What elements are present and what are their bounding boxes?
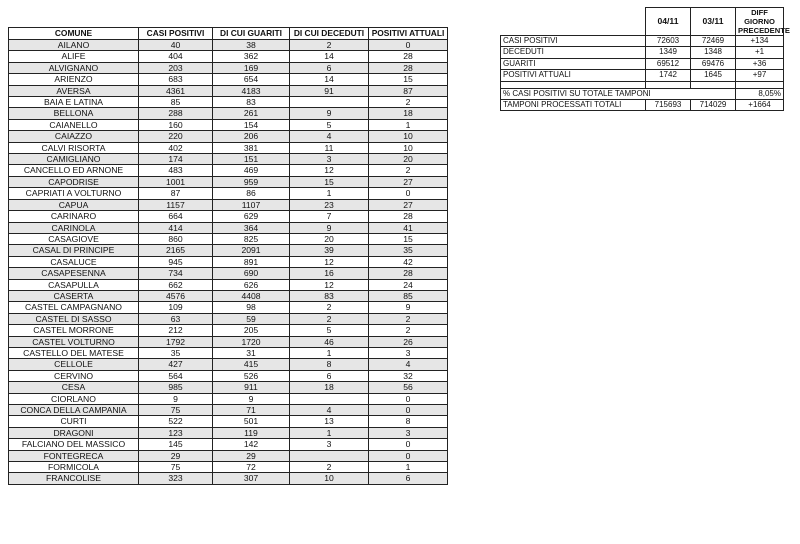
header-di-cui-guariti: DI CUI GUARITI bbox=[213, 28, 290, 40]
table-row bbox=[9, 222, 448, 233]
cell-deceduti: 16 bbox=[290, 268, 369, 279]
cell-deceduti: 3 bbox=[290, 154, 369, 165]
cell-positivi-attuali: 35 bbox=[369, 245, 448, 256]
table-row bbox=[9, 245, 448, 256]
cell-comune: FALCIANO DEL MASSICO bbox=[9, 439, 139, 450]
cell-comune: CARINARO bbox=[9, 211, 139, 222]
cell-casi-positivi: 404 bbox=[139, 51, 213, 62]
table-row bbox=[9, 119, 448, 130]
cell-positivi-attuali: 8 bbox=[369, 416, 448, 427]
cell-positivi-attuali: 18 bbox=[369, 108, 448, 119]
cell-comune: CELLOLE bbox=[9, 359, 139, 370]
table-row bbox=[9, 302, 448, 313]
cell-guariti: 415 bbox=[213, 359, 290, 370]
cell-deceduti: 9 bbox=[290, 108, 369, 119]
summary-header-row bbox=[501, 8, 784, 36]
cell-guariti: 629 bbox=[213, 211, 290, 222]
cell-comune: CONCA DELLA CAMPANIA bbox=[9, 405, 139, 416]
cell-comune: CASAGIOVE bbox=[9, 233, 139, 244]
cell-deceduti: 46 bbox=[290, 336, 369, 347]
summary-spacer-cell bbox=[646, 81, 691, 88]
cell-guariti: 38 bbox=[213, 40, 290, 51]
table-row bbox=[9, 382, 448, 393]
cell-casi-positivi: 63 bbox=[139, 313, 213, 324]
cell-comune: CASALUCE bbox=[9, 256, 139, 267]
cell-guariti: 2091 bbox=[213, 245, 290, 256]
cell-comune: CANCELLO ED ARNONE bbox=[9, 165, 139, 176]
cell-guariti: 364 bbox=[213, 222, 290, 233]
table-row bbox=[9, 268, 448, 279]
cell-comune: CASAPESENNA bbox=[9, 268, 139, 279]
cell-casi-positivi: 564 bbox=[139, 370, 213, 381]
cell-deceduti: 12 bbox=[290, 165, 369, 176]
cell-positivi-attuali: 87 bbox=[369, 85, 448, 96]
cell-comune: AVERSA bbox=[9, 85, 139, 96]
summary-row-positivi-attuali bbox=[501, 70, 784, 81]
cell-guariti: 4183 bbox=[213, 85, 290, 96]
cell-deceduti: 5 bbox=[290, 119, 369, 130]
cell-guariti: 501 bbox=[213, 416, 290, 427]
table-row bbox=[9, 370, 448, 381]
cell-positivi-attuali: 0 bbox=[369, 405, 448, 416]
cell-comune: CESA bbox=[9, 382, 139, 393]
summary-value-previous: 1645 bbox=[691, 70, 736, 81]
cell-deceduti: 8 bbox=[290, 359, 369, 370]
summary-spacer-cell bbox=[691, 81, 736, 88]
cell-deceduti: 1 bbox=[290, 188, 369, 199]
cell-casi-positivi: 985 bbox=[139, 382, 213, 393]
table-row bbox=[9, 40, 448, 51]
cell-deceduti: 3 bbox=[290, 439, 369, 450]
cell-casi-positivi: 75 bbox=[139, 405, 213, 416]
cell-casi-positivi: 4361 bbox=[139, 85, 213, 96]
cell-deceduti: 11 bbox=[290, 142, 369, 153]
cell-deceduti: 2 bbox=[290, 313, 369, 324]
summary-tamponi-label: TAMPONI PROCESSATI TOTALI bbox=[501, 100, 646, 111]
cell-guariti: 119 bbox=[213, 427, 290, 438]
summary-value-diff: +97 bbox=[736, 70, 784, 81]
table-row bbox=[9, 256, 448, 267]
cell-comune: ALVIGNANO bbox=[9, 62, 139, 73]
cell-guariti: 959 bbox=[213, 176, 290, 187]
cell-deceduti: 15 bbox=[290, 176, 369, 187]
table-row bbox=[9, 279, 448, 290]
cell-casi-positivi: 522 bbox=[139, 416, 213, 427]
cell-deceduti: 39 bbox=[290, 245, 369, 256]
table-header-row bbox=[9, 28, 448, 40]
summary-value-diff: +36 bbox=[736, 58, 784, 69]
cell-casi-positivi: 427 bbox=[139, 359, 213, 370]
cell-guariti: 29 bbox=[213, 450, 290, 461]
cell-deceduti: 83 bbox=[290, 290, 369, 301]
cell-comune: CAIANELLO bbox=[9, 119, 139, 130]
cell-positivi-attuali: 2 bbox=[369, 165, 448, 176]
cell-casi-positivi: 212 bbox=[139, 325, 213, 336]
table-row bbox=[9, 233, 448, 244]
cell-comune: CIORLANO bbox=[9, 393, 139, 404]
cell-guariti: 72 bbox=[213, 462, 290, 473]
table-row bbox=[9, 85, 448, 96]
table-row bbox=[9, 62, 448, 73]
cell-comune: ARIENZO bbox=[9, 74, 139, 85]
summary-value-diff: +134 bbox=[736, 36, 784, 47]
table-row bbox=[9, 393, 448, 404]
summary-spacer-row bbox=[501, 81, 784, 88]
header-casi-positivi: CASI POSITIVI bbox=[139, 28, 213, 40]
summary-row-deceduti bbox=[501, 47, 784, 58]
table-row bbox=[9, 462, 448, 473]
table-row bbox=[9, 450, 448, 461]
summary-value-diff: +1 bbox=[736, 47, 784, 58]
cell-deceduti: 4 bbox=[290, 405, 369, 416]
cell-comune: BELLONA bbox=[9, 108, 139, 119]
cell-casi-positivi: 145 bbox=[139, 439, 213, 450]
cell-positivi-attuali: 9 bbox=[369, 302, 448, 313]
cell-guariti: 690 bbox=[213, 268, 290, 279]
cell-guariti: 626 bbox=[213, 279, 290, 290]
table-row bbox=[9, 154, 448, 165]
table-row bbox=[9, 51, 448, 62]
cell-deceduti: 6 bbox=[290, 62, 369, 73]
cell-comune: FONTEGRECA bbox=[9, 450, 139, 461]
summary-value-previous: 1348 bbox=[691, 47, 736, 58]
header-di-cui-deceduti: DI CUI DECEDUTI bbox=[290, 28, 369, 40]
cell-deceduti: 7 bbox=[290, 211, 369, 222]
cell-positivi-attuali: 26 bbox=[369, 336, 448, 347]
cell-positivi-attuali: 3 bbox=[369, 427, 448, 438]
cell-deceduti: 20 bbox=[290, 233, 369, 244]
cell-deceduti: 91 bbox=[290, 85, 369, 96]
cell-deceduti: 4 bbox=[290, 131, 369, 142]
cell-comune: CERVINO bbox=[9, 370, 139, 381]
cell-guariti: 307 bbox=[213, 473, 290, 484]
table-row bbox=[9, 165, 448, 176]
table-row bbox=[9, 473, 448, 484]
cell-comune: CAPRIATI A VOLTURNO bbox=[9, 188, 139, 199]
cell-deceduti: 14 bbox=[290, 51, 369, 62]
cell-comune: CASAPULLA bbox=[9, 279, 139, 290]
cell-comune: AILANO bbox=[9, 40, 139, 51]
cell-positivi-attuali: 56 bbox=[369, 382, 448, 393]
summary-header-blank bbox=[501, 8, 646, 36]
cell-positivi-attuali: 0 bbox=[369, 450, 448, 461]
summary-value-current: 69512 bbox=[646, 58, 691, 69]
cell-guariti: 31 bbox=[213, 347, 290, 358]
cell-casi-positivi: 35 bbox=[139, 347, 213, 358]
table-body bbox=[9, 40, 448, 485]
cell-comune: CALVI RISORTA bbox=[9, 142, 139, 153]
cell-guariti: 98 bbox=[213, 302, 290, 313]
cell-deceduti: 2 bbox=[290, 40, 369, 51]
cell-comune: CASERTA bbox=[9, 290, 139, 301]
summary-row-percentuale bbox=[501, 88, 784, 99]
cell-casi-positivi: 75 bbox=[139, 462, 213, 473]
table-row bbox=[9, 142, 448, 153]
cell-comune: DRAGONI bbox=[9, 427, 139, 438]
table-row bbox=[9, 439, 448, 450]
cell-casi-positivi: 29 bbox=[139, 450, 213, 461]
cell-deceduti: 6 bbox=[290, 370, 369, 381]
cell-casi-positivi: 860 bbox=[139, 233, 213, 244]
cell-positivi-attuali: 28 bbox=[369, 268, 448, 279]
municipalities-table bbox=[8, 27, 448, 485]
summary-tamponi-current: 715693 bbox=[646, 100, 691, 111]
cell-positivi-attuali: 2 bbox=[369, 97, 448, 108]
cell-deceduti: 14 bbox=[290, 74, 369, 85]
cell-comune: FORMICOLA bbox=[9, 462, 139, 473]
cell-comune: CASTEL DI SASSO bbox=[9, 313, 139, 324]
cell-positivi-attuali: 1 bbox=[369, 119, 448, 130]
cell-positivi-attuali: 85 bbox=[369, 290, 448, 301]
cell-positivi-attuali: 0 bbox=[369, 439, 448, 450]
cell-guariti: 86 bbox=[213, 188, 290, 199]
table-row bbox=[9, 74, 448, 85]
cell-comune: FRANCOLISE bbox=[9, 473, 139, 484]
cell-guariti: 825 bbox=[213, 233, 290, 244]
cell-guariti: 362 bbox=[213, 51, 290, 62]
cell-casi-positivi: 945 bbox=[139, 256, 213, 267]
cell-deceduti: 10 bbox=[290, 473, 369, 484]
cell-guariti: 71 bbox=[213, 405, 290, 416]
cell-casi-positivi: 160 bbox=[139, 119, 213, 130]
cell-comune: CASTELLO DEL MATESE bbox=[9, 347, 139, 358]
cell-positivi-attuali: 27 bbox=[369, 176, 448, 187]
cell-deceduti: 2 bbox=[290, 302, 369, 313]
cell-comune: CAIAZZO bbox=[9, 131, 139, 142]
cell-casi-positivi: 1157 bbox=[139, 199, 213, 210]
cell-positivi-attuali: 2 bbox=[369, 313, 448, 324]
summary-label: DECEDUTI bbox=[501, 47, 646, 58]
cell-guariti: 381 bbox=[213, 142, 290, 153]
cell-casi-positivi: 414 bbox=[139, 222, 213, 233]
cell-positivi-attuali: 4 bbox=[369, 359, 448, 370]
summary-header-diff: DIFF GIORNO PRECEDENTE bbox=[736, 8, 784, 36]
cell-casi-positivi: 683 bbox=[139, 74, 213, 85]
cell-deceduti: 13 bbox=[290, 416, 369, 427]
cell-guariti: 151 bbox=[213, 154, 290, 165]
summary-value-current: 72603 bbox=[646, 36, 691, 47]
cell-casi-positivi: 85 bbox=[139, 97, 213, 108]
cell-guariti: 206 bbox=[213, 131, 290, 142]
cell-casi-positivi: 40 bbox=[139, 40, 213, 51]
header-comune: COMUNE bbox=[9, 28, 139, 40]
cell-positivi-attuali: 15 bbox=[369, 233, 448, 244]
cell-guariti: 911 bbox=[213, 382, 290, 393]
cell-positivi-attuali: 3 bbox=[369, 347, 448, 358]
cell-positivi-attuali: 6 bbox=[369, 473, 448, 484]
cell-positivi-attuali: 20 bbox=[369, 154, 448, 165]
summary-value-current: 1742 bbox=[646, 70, 691, 81]
cell-comune: CAPUA bbox=[9, 199, 139, 210]
cell-guariti: 654 bbox=[213, 74, 290, 85]
cell-positivi-attuali: 24 bbox=[369, 279, 448, 290]
cell-guariti: 526 bbox=[213, 370, 290, 381]
summary-header-date-current: 04/11 bbox=[646, 8, 691, 36]
table-row bbox=[9, 176, 448, 187]
cell-comune: CASTEL MORRONE bbox=[9, 325, 139, 336]
cell-positivi-attuali: 10 bbox=[369, 142, 448, 153]
cell-comune: BAIA E LATINA bbox=[9, 97, 139, 108]
cell-guariti: 469 bbox=[213, 165, 290, 176]
summary-row-casi-positivi bbox=[501, 36, 784, 47]
summary-row-guariti bbox=[501, 58, 784, 69]
summary-tamponi-previous: 714029 bbox=[691, 100, 736, 111]
summary-label: CASI POSITIVI bbox=[501, 36, 646, 47]
cell-casi-positivi: 203 bbox=[139, 62, 213, 73]
table-row bbox=[9, 97, 448, 108]
cell-guariti: 142 bbox=[213, 439, 290, 450]
cell-positivi-attuali: 0 bbox=[369, 393, 448, 404]
summary-pct-label: % CASI POSITIVI SU TOTALE TAMPONI bbox=[501, 88, 736, 99]
cell-positivi-attuali: 28 bbox=[369, 211, 448, 222]
table-row bbox=[9, 347, 448, 358]
cell-comune: CARINOLA bbox=[9, 222, 139, 233]
cell-comune: CAPODRISE bbox=[9, 176, 139, 187]
cell-casi-positivi: 664 bbox=[139, 211, 213, 222]
table-row bbox=[9, 405, 448, 416]
cell-positivi-attuali: 1 bbox=[369, 462, 448, 473]
cell-positivi-attuali: 42 bbox=[369, 256, 448, 267]
cell-casi-positivi: 483 bbox=[139, 165, 213, 176]
cell-comune: CASTEL CAMPAGNANO bbox=[9, 302, 139, 313]
cell-guariti: 261 bbox=[213, 108, 290, 119]
table-row bbox=[9, 427, 448, 438]
cell-comune: CASTEL VOLTURNO bbox=[9, 336, 139, 347]
cell-comune: CASAL DI PRINCIPE bbox=[9, 245, 139, 256]
table-row bbox=[9, 199, 448, 210]
table-row bbox=[9, 336, 448, 347]
cell-guariti: 1107 bbox=[213, 199, 290, 210]
cell-positivi-attuali: 41 bbox=[369, 222, 448, 233]
cell-comune: CAMIGLIANO bbox=[9, 154, 139, 165]
cell-casi-positivi: 734 bbox=[139, 268, 213, 279]
cell-deceduti: 1 bbox=[290, 347, 369, 358]
summary-pct-value: 8,05% bbox=[736, 88, 784, 99]
cell-guariti: 83 bbox=[213, 97, 290, 108]
summary-spacer-cell bbox=[501, 81, 646, 88]
cell-guariti: 1720 bbox=[213, 336, 290, 347]
cell-casi-positivi: 9 bbox=[139, 393, 213, 404]
table-row bbox=[9, 211, 448, 222]
summary-row-tamponi bbox=[501, 100, 784, 111]
summary-header-date-previous: 03/11 bbox=[691, 8, 736, 36]
cell-positivi-attuali: 28 bbox=[369, 51, 448, 62]
summary-value-previous: 69476 bbox=[691, 58, 736, 69]
cell-casi-positivi: 87 bbox=[139, 188, 213, 199]
cell-casi-positivi: 1001 bbox=[139, 176, 213, 187]
table-row bbox=[9, 325, 448, 336]
cell-casi-positivi: 1792 bbox=[139, 336, 213, 347]
cell-casi-positivi: 123 bbox=[139, 427, 213, 438]
summary-label: GUARITI bbox=[501, 58, 646, 69]
cell-positivi-attuali: 32 bbox=[369, 370, 448, 381]
cell-deceduti: 9 bbox=[290, 222, 369, 233]
cell-positivi-attuali: 2 bbox=[369, 325, 448, 336]
cell-deceduti: 18 bbox=[290, 382, 369, 393]
cell-positivi-attuali: 0 bbox=[369, 40, 448, 51]
cell-casi-positivi: 220 bbox=[139, 131, 213, 142]
cell-deceduti: 23 bbox=[290, 199, 369, 210]
cell-casi-positivi: 109 bbox=[139, 302, 213, 313]
table-row bbox=[9, 416, 448, 427]
cell-guariti: 4408 bbox=[213, 290, 290, 301]
table-row bbox=[9, 313, 448, 324]
table-row bbox=[9, 290, 448, 301]
table-row bbox=[9, 131, 448, 142]
header-positivi-attuali: POSITIVI ATTUALI bbox=[369, 28, 448, 40]
cell-deceduti: 12 bbox=[290, 279, 369, 290]
cell-casi-positivi: 2165 bbox=[139, 245, 213, 256]
summary-label: POSITIVI ATTUALI bbox=[501, 70, 646, 81]
cell-positivi-attuali: 15 bbox=[369, 74, 448, 85]
summary-value-previous: 72469 bbox=[691, 36, 736, 47]
cell-comune: ALIFE bbox=[9, 51, 139, 62]
cell-casi-positivi: 662 bbox=[139, 279, 213, 290]
table-row bbox=[9, 359, 448, 370]
cell-guariti: 59 bbox=[213, 313, 290, 324]
cell-comune: CURTI bbox=[9, 416, 139, 427]
cell-deceduti bbox=[290, 393, 369, 404]
cell-casi-positivi: 174 bbox=[139, 154, 213, 165]
summary-value-current: 1349 bbox=[646, 47, 691, 58]
cell-positivi-attuali: 28 bbox=[369, 62, 448, 73]
cell-positivi-attuali: 27 bbox=[369, 199, 448, 210]
cell-casi-positivi: 323 bbox=[139, 473, 213, 484]
cell-guariti: 169 bbox=[213, 62, 290, 73]
cell-casi-positivi: 402 bbox=[139, 142, 213, 153]
cell-guariti: 891 bbox=[213, 256, 290, 267]
cell-deceduti: 12 bbox=[290, 256, 369, 267]
summary-spacer-cell bbox=[736, 81, 784, 88]
cell-positivi-attuali: 10 bbox=[369, 131, 448, 142]
cell-deceduti bbox=[290, 450, 369, 461]
cell-guariti: 154 bbox=[213, 119, 290, 130]
summary-tamponi-diff: +1664 bbox=[736, 100, 784, 111]
cell-deceduti: 5 bbox=[290, 325, 369, 336]
cell-casi-positivi: 288 bbox=[139, 108, 213, 119]
cell-guariti: 9 bbox=[213, 393, 290, 404]
cell-deceduti: 1 bbox=[290, 427, 369, 438]
cell-positivi-attuali: 0 bbox=[369, 188, 448, 199]
cell-guariti: 205 bbox=[213, 325, 290, 336]
table-row bbox=[9, 108, 448, 119]
summary-table bbox=[500, 7, 790, 111]
table-row bbox=[9, 188, 448, 199]
cell-casi-positivi: 4576 bbox=[139, 290, 213, 301]
cell-deceduti bbox=[290, 97, 369, 108]
cell-deceduti: 2 bbox=[290, 462, 369, 473]
